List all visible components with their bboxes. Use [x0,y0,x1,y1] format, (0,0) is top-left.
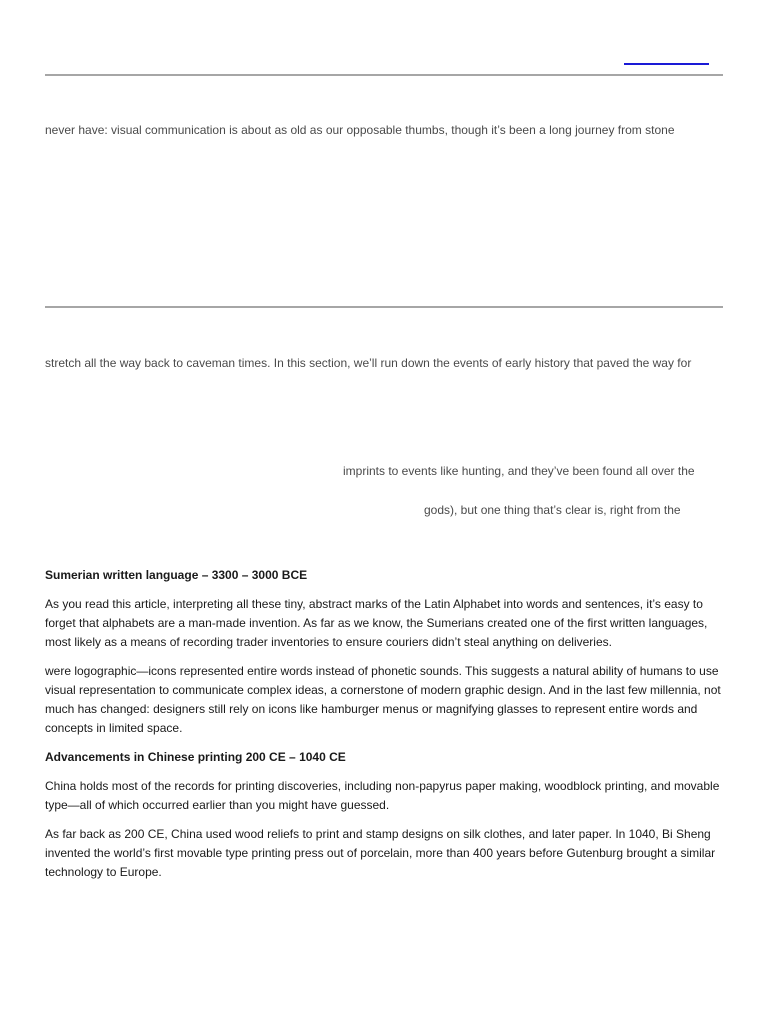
text-fragment-4: gods), but one thing that’s clear is, right from the [424,503,681,517]
text-fragment-2: stretch all the way back to caveman times. In this section, we’ll run down the events of early history that paved the way for [45,356,692,370]
paragraph-chinese-2: As far back as 200 CE, China used wood reliefs to print and stamp designs on silk clothes, and later paper. In 1040, Bi Sheng invented the world’s first movable type printing press out of porcelain, more than 400 years before Gutenburg brought a similar technology to Europe. [45,827,716,879]
text-fragment-3: imprints to events like hunting, and they’ve been found all over the [343,464,695,478]
paragraph-sumerian-1: As you read this article, interpreting all these tiny, abstract marks of the Latin Alphabet into words and sentences, it’s easy to forget that alphabets are a man-made invention. As far as we know, the Sumerians created one of the first written languages, most likely as a means of recording trader inventories to ensure couriers didn’t steal anything on deliveries. [45,597,708,649]
horizontal-rule-top [45,74,723,76]
paragraph-chinese-1: China holds most of the records for printing discoveries, including non-papyrus paper making, woodblock printing, and movable type—all of which occurred earlier than you might have guessed. [45,779,720,812]
section-heading-sumerian: Sumerian written language – 3300 – 3000 BCE [45,568,308,582]
text-fragment-1: never have: visual communication is about as old as our opposable thumbs, though it’s been a long journey from stone [45,123,675,137]
section-heading-chinese: Advancements in Chinese printing 200 CE – 1040 CE [45,750,346,764]
horizontal-rule-middle [45,306,723,308]
hyperlink-underline[interactable] [624,63,709,65]
article-body [45,566,725,892]
paragraph-sumerian-2: were logographic—icons represented entire words instead of phonetic sounds. This suggests a natural ability of humans to use visual representation to communicate complex ideas, a cornerstone of modern graphic design. And in the last few millennia, not much has changed: designers still rely on icons like hamburger menus or magnifying glasses to represent entire words and concepts in limited space. [45,664,721,735]
